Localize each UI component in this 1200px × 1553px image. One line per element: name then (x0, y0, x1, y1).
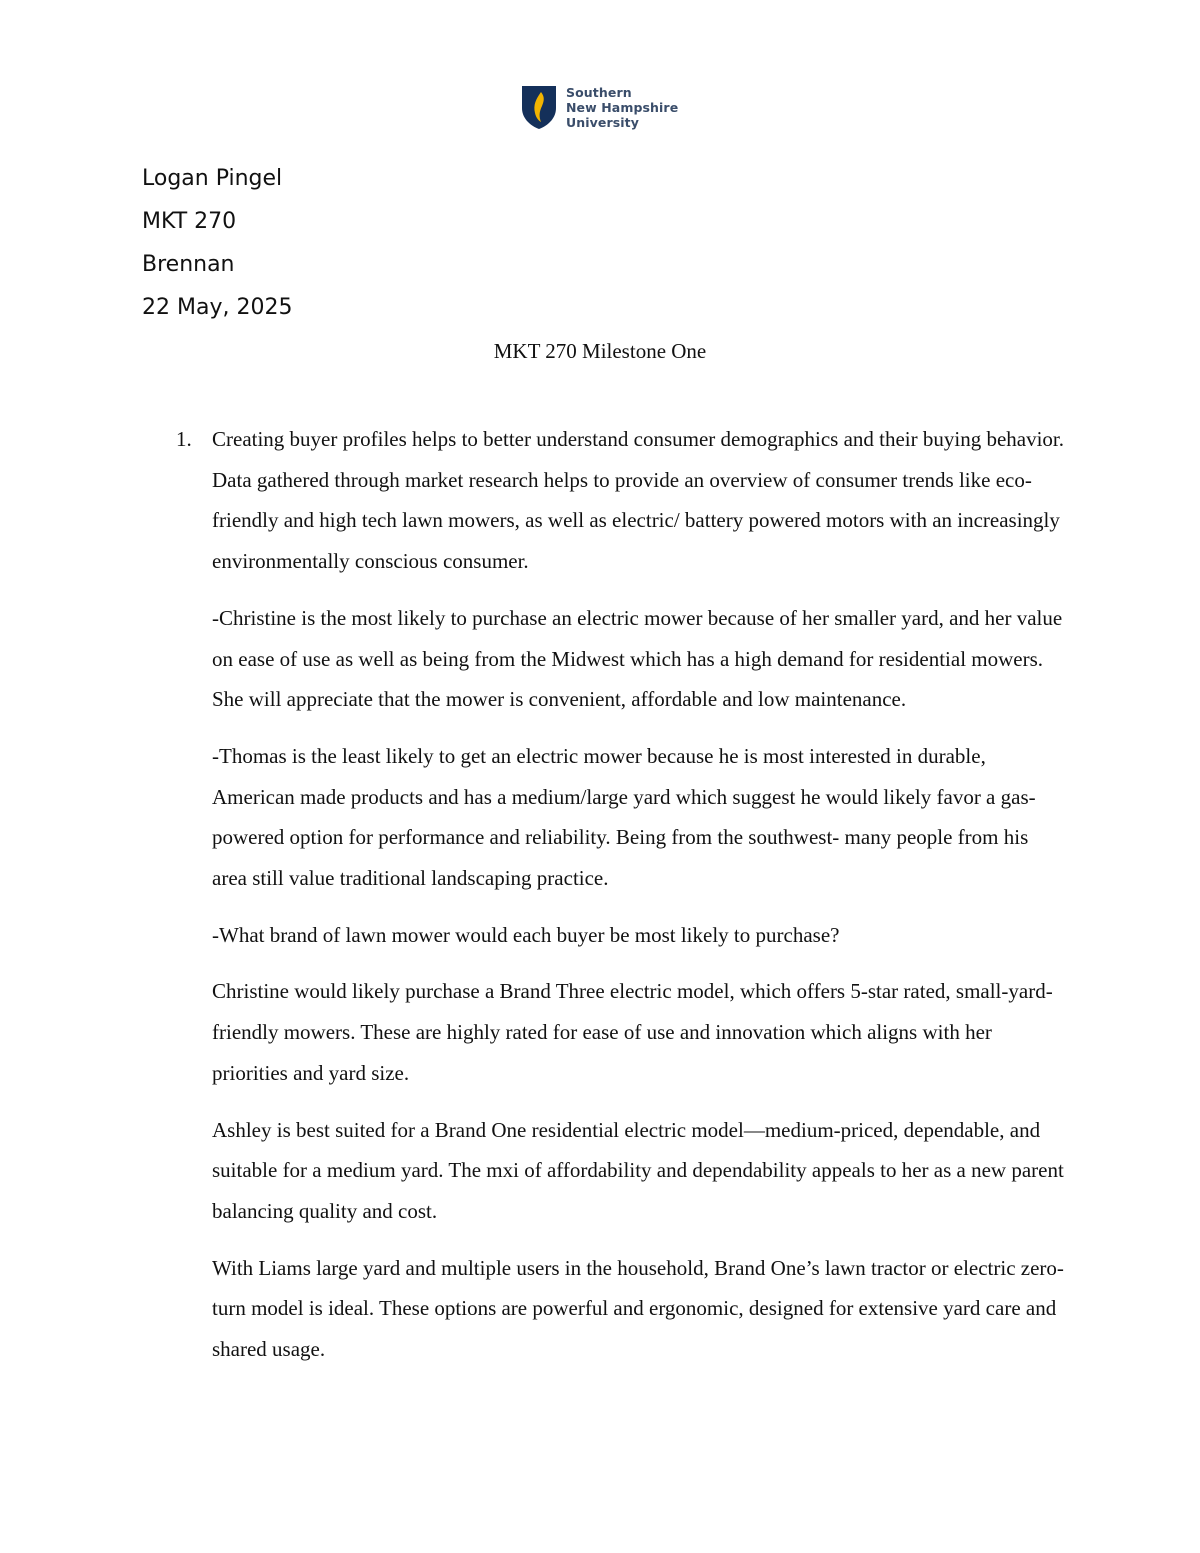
list-item (176, 419, 1066, 1370)
logo-line-1: Southern (566, 84, 632, 100)
numbered-list (176, 419, 1066, 1386)
submission-date: 22 May, 2025 (142, 295, 293, 320)
paragraph-brand-question: -What brand of lawn mower would each buyer be most likely to purchase? (212, 922, 840, 947)
logo-wordmark (566, 85, 678, 130)
list-number: 1. (176, 427, 192, 451)
logo-line-3: University (566, 114, 639, 130)
logo-line-2: New Hampshire (566, 99, 679, 115)
course-code: MKT 270 (142, 209, 237, 234)
shield-flame-icon (520, 84, 558, 130)
student-header (142, 160, 292, 332)
paragraph-christine: -Christine is the most likely to purchase an electric mower because of her smaller yard, and her value on ease of use as well as being from the Midwest which has a high demand for residential mowers. She will appreciate that the mower is convenient, affordable and low maintenance. (212, 605, 1063, 712)
university-logo (520, 84, 678, 130)
paragraph-ashley-brand: Ashley is best suited for a Brand One residential electric model—medium-priced, dependable, and suitable for a medium yard. The mxi of affordability and dependability appeals to her as a new parent balancing quality and cost. (212, 1117, 1064, 1223)
paragraph-thomas: -Thomas is the least likely to get an electric mower because he is most interested in durable, American made products and has a medium/large yard which suggest he would likely favor a gas-powered option for performance and reliability. Being from the southwest- many people from his area still value traditional landscaping practice. (212, 743, 1036, 891)
paragraph-christine-brand: Christine would likely purchase a Brand Three electric model, which offers 5-star rated, small-yard-friendly mowers. These are highly rated for ease of use and innovation which aligns with her priorities and yard size. (212, 979, 1053, 1085)
paragraph-liam-brand: With Liams large yard and multiple users in the household, Brand One’s lawn tractor or electric zero-turn model is ideal. These options are powerful and ergonomic, designed for extensive yard care and shared usage. (212, 1255, 1064, 1362)
paragraph-buyer-profiles: Creating buyer profiles helps to better understand consumer demographics and their buying behavior. Data gathered through market research helps to provide an overview of consumer trends like eco-friendly and high tech lawn mowers, as well as electric/ battery powered motors with an increasingly environmentally conscious consumer. (212, 427, 1065, 574)
document-title: MKT 270 Milestone One (493, 339, 707, 363)
student-name: Logan Pingel (142, 166, 283, 191)
instructor-name: Brennan (142, 252, 235, 277)
